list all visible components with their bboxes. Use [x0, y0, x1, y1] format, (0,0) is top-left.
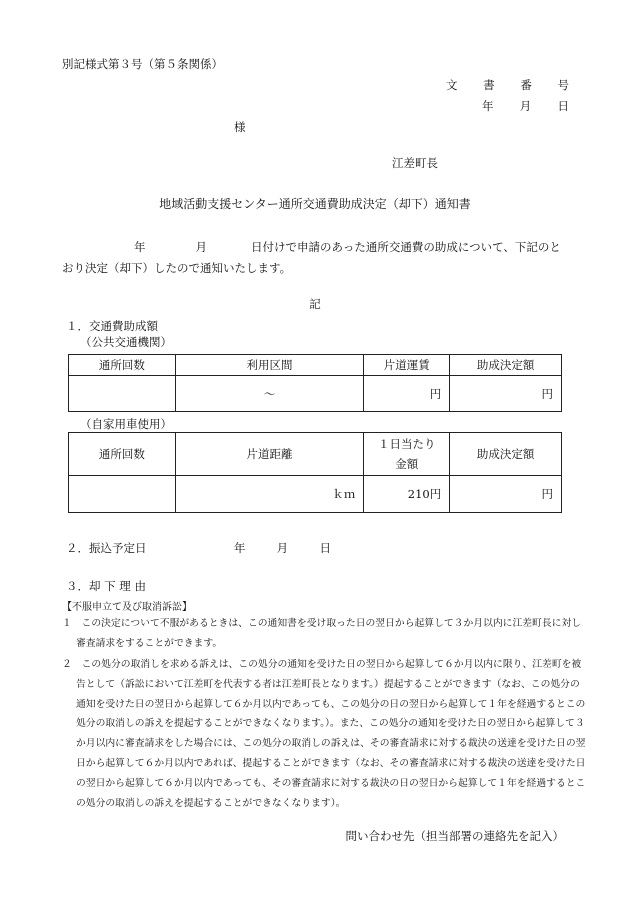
table-header: 利用区間	[175, 355, 364, 376]
body-year: 年	[134, 240, 146, 254]
section1-heading: １．交通費助成額	[66, 319, 158, 333]
document-title: 地域活動支援センター通所交通費助成決定（却下）通知書	[159, 197, 471, 211]
document-date	[482, 98, 569, 114]
recipient-suffix: 様	[234, 120, 246, 134]
notice-item-1: １ この決定について不服があるときは、この通知書を受け取った日の翌日から起算して３か月以内に江差町長に対し審査請求をすることができます。	[62, 618, 582, 649]
transfer-month: 月	[276, 541, 289, 555]
doc-number-char: 号	[557, 78, 569, 92]
public-transport-label: （公共交通機関）	[80, 335, 172, 349]
table-header: 片道距離	[175, 433, 364, 476]
table-header: 助成決定額	[450, 355, 562, 376]
date-month: 月	[519, 99, 532, 113]
date-year: 年	[482, 99, 494, 113]
doc-number-char: 書	[483, 78, 495, 92]
table-cell	[69, 376, 176, 412]
document-number-label	[446, 77, 569, 93]
public-transport-table	[68, 354, 562, 412]
doc-number-char: 文	[446, 78, 458, 92]
table-cell: 円	[450, 476, 562, 513]
notice-item-2: ２ この処分の取消しを求める訴えは、この処分の通知を受けた日の翌日から起算して６か月以内に限り、江差町を被告として（訴訟において江差町を代表する者は江差町長となります。）提起することができます（なお、この処分の通知を受けた日の翌日から起算して６か月以内であっても、この処分の日の翌日から起算して１年を経過するとこの処分の取消しの訴えを提起することができなくなります。）。また、この処分の通知を受けた日の翌日から起算して３か月以内に審査請求をした場合には、この処分の取消しの訴えは、その審査請求に対する裁決の送達を受けた日の翌日から起算して６か月以内であれば、提起することができます（なお、その審査請求に対する裁決の送達を受けた日の翌日から起算して６か月以内であっても、その審査請求に対する裁決の日の翌日から起算して１年を経過するとこの処分の取消しの訴えを提起することができなくなります）。	[62, 659, 586, 809]
body-month: 月	[195, 240, 207, 254]
table-header: 助成決定額	[450, 433, 562, 476]
table-header: 片道運賃	[364, 355, 450, 376]
contact-info: 問い合わせ先（担当部署の連絡先を記入）	[345, 829, 564, 843]
date-day: 日	[557, 99, 569, 113]
table-cell: 210円	[364, 476, 450, 513]
table-header: 通所回数	[69, 433, 176, 476]
sender: 江差町長	[392, 156, 438, 170]
section2-heading: ２．振込予定日	[66, 541, 147, 555]
table-cell	[69, 476, 176, 513]
body-line1: 日付けで申請のあった通所交通費の助成について、下記のと	[251, 240, 561, 254]
table-cell: 円	[364, 376, 450, 412]
header-line: １日当たり	[378, 437, 436, 451]
doc-number-char: 番	[520, 78, 532, 92]
transfer-year: 年	[233, 541, 246, 555]
private-car-table	[68, 432, 562, 513]
form-number: 別記様式第３号（第５条関係）	[62, 57, 223, 71]
notice-heading: 【不服申立て及び取消訴訟】	[62, 602, 192, 613]
table-cell: 円	[450, 376, 562, 412]
table-header: 通所回数	[69, 355, 176, 376]
table-cell: ～	[175, 376, 364, 412]
body-text	[62, 237, 572, 279]
private-car-label: （自家用車使用）	[80, 417, 172, 431]
ki-heading: 記	[309, 297, 321, 311]
table-cell: ｋｍ	[175, 476, 364, 513]
section2	[66, 540, 331, 556]
header-line: 金額	[395, 457, 419, 471]
body-line2: おり決定（却下）したので通知いたします。	[62, 261, 292, 275]
section3-heading: ３．却 下 理 由	[66, 579, 146, 593]
table-header	[364, 433, 450, 476]
transfer-day: 日	[319, 541, 331, 555]
